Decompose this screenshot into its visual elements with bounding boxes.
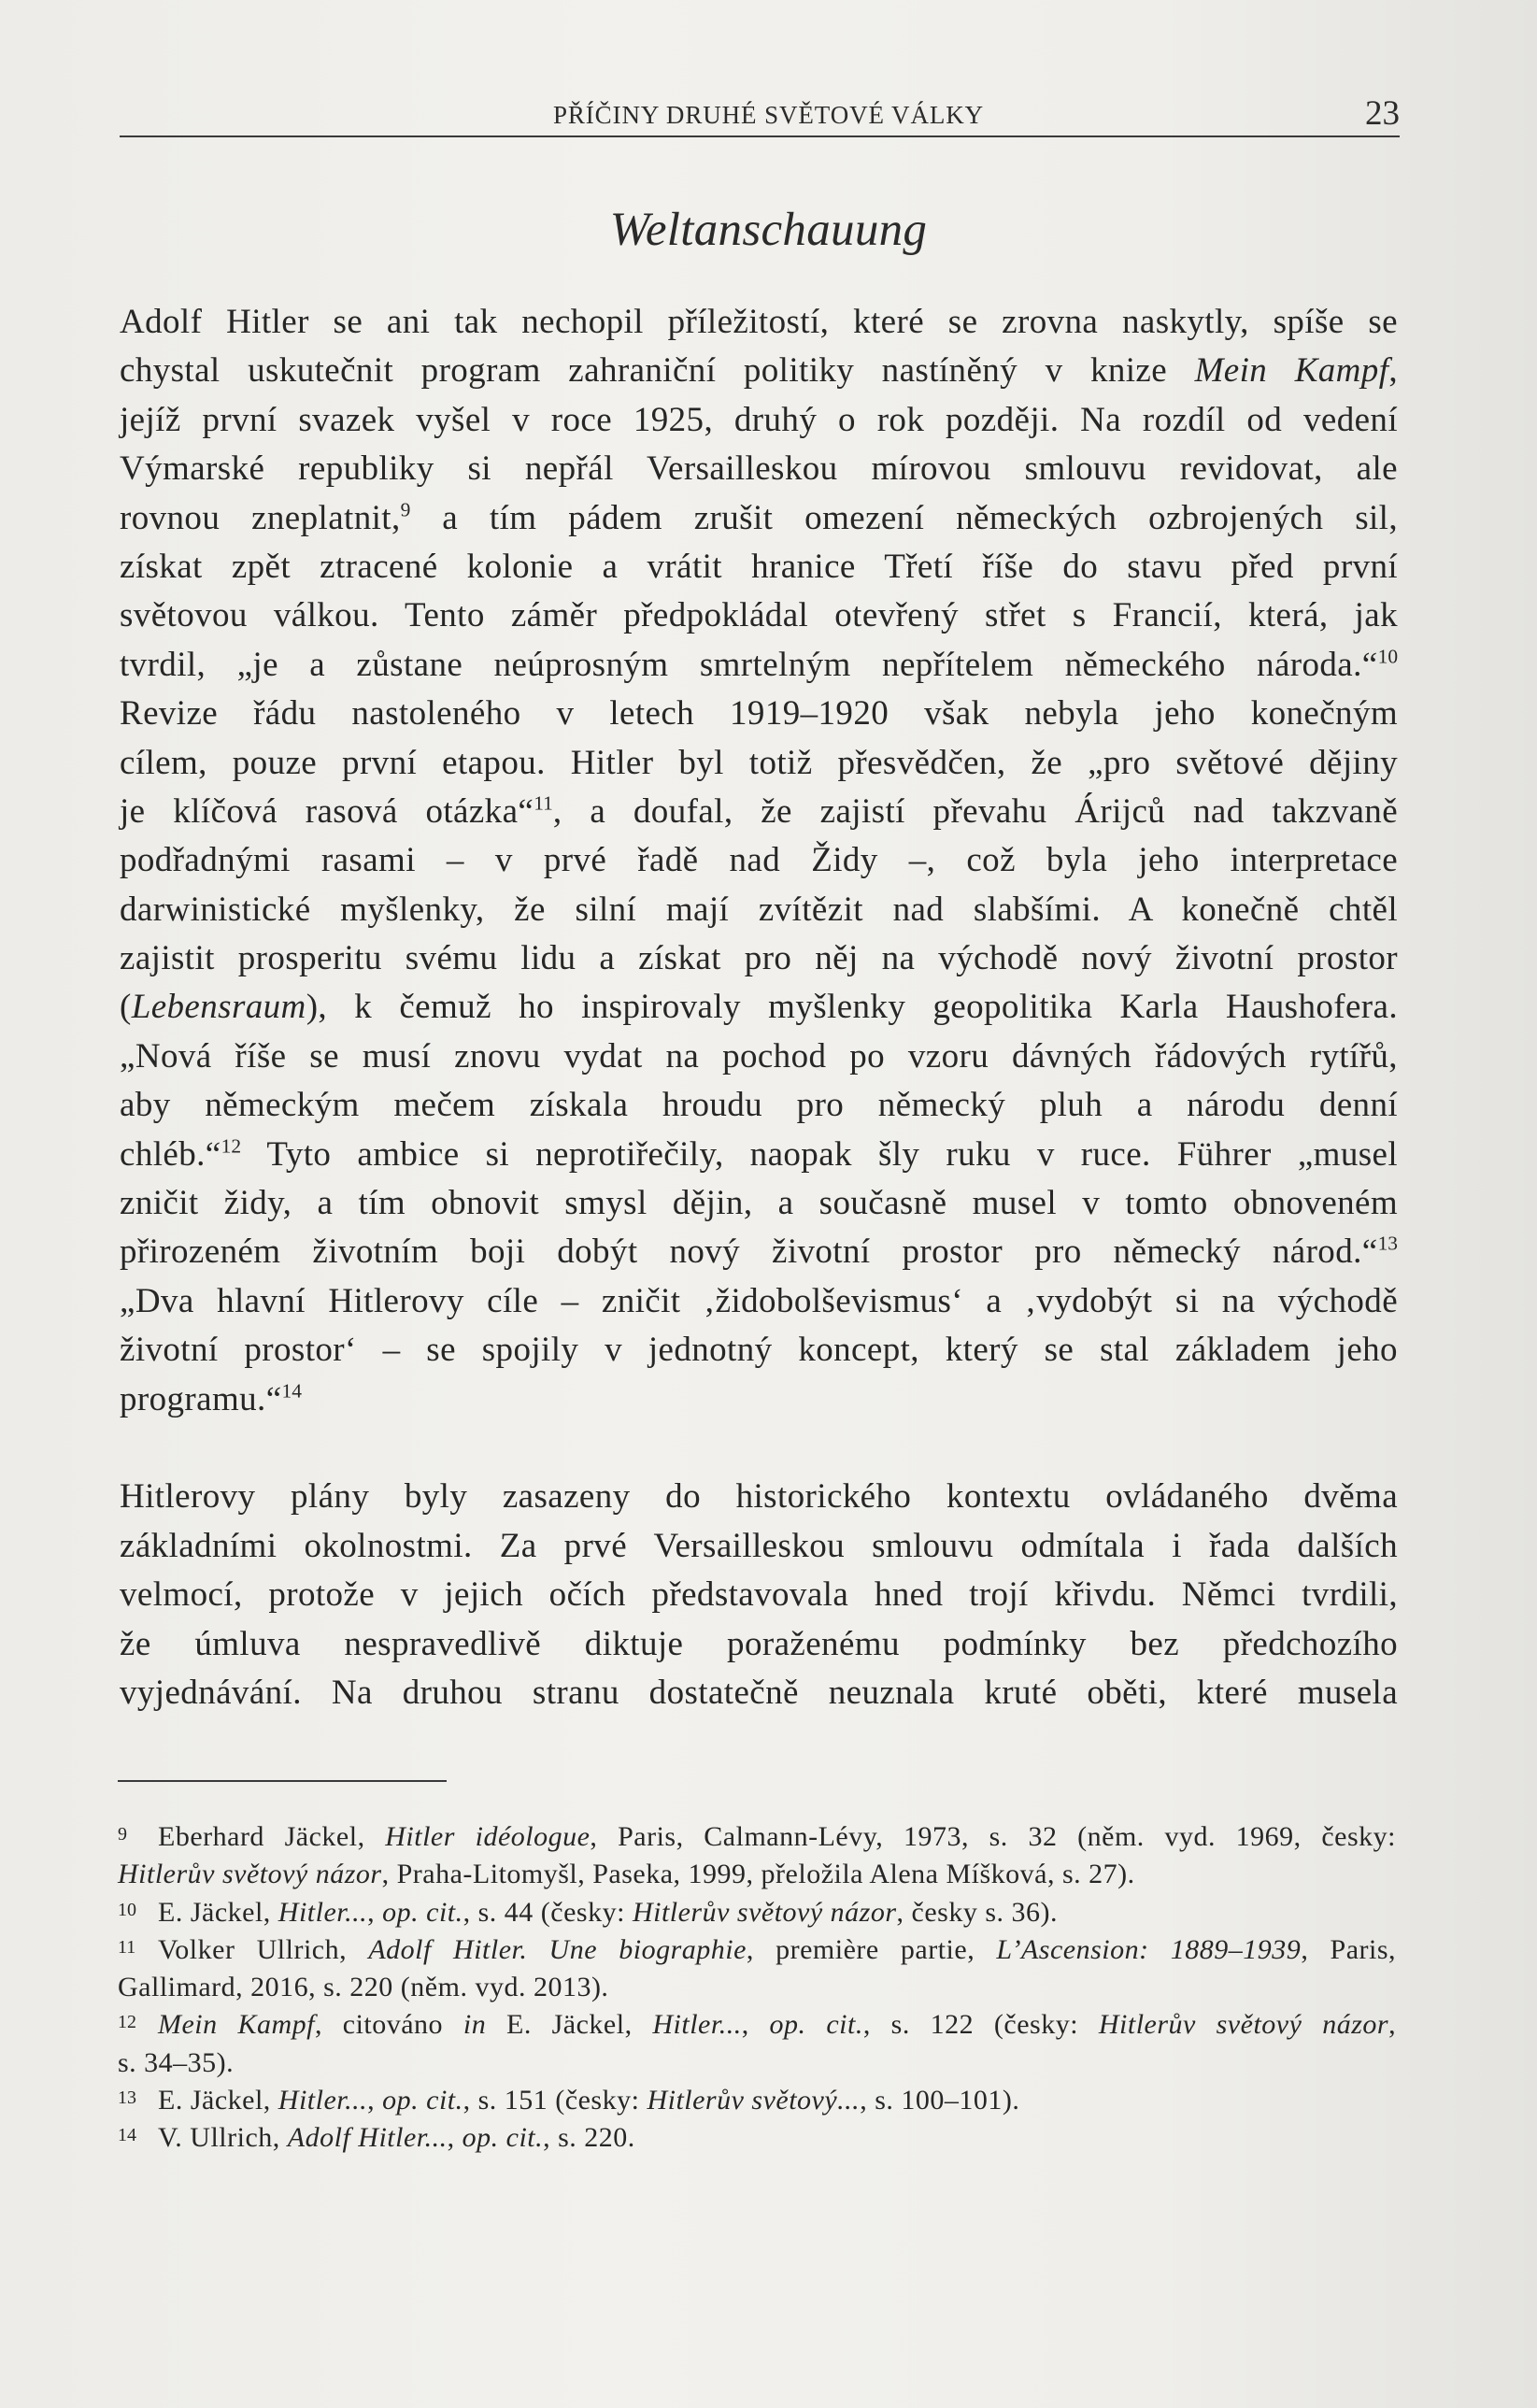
text-line-box <box>120 1277 1398 1326</box>
text-line-box <box>120 591 1398 640</box>
text-line-box <box>120 1375 1398 1424</box>
text-line-content <box>120 499 1398 537</box>
text-line-box <box>120 1131 1398 1179</box>
italic-text-run: in <box>463 2009 487 2041</box>
text-line-box <box>120 1571 1398 1619</box>
text-run: Gallimard, 2016, s. 220 (něm. vyd. 2013). <box>118 1972 609 2003</box>
footnote <box>118 1818 1396 1894</box>
section-title: Weltanschauung <box>609 204 928 256</box>
footnote-line-content <box>118 1859 1135 1889</box>
text-line-content <box>120 1135 1398 1174</box>
footnote-line-content <box>158 2122 635 2153</box>
text-run: „Dva hlavní Hitlerovy cíle – zničit ‚židobolševismus‘ a ‚vydobýt si na východě <box>120 1281 1399 1320</box>
running-header-title: PŘÍČINY DRUHÉ SVĚTOVÉ VÁLKY <box>552 101 985 129</box>
footnote-line-content <box>158 1934 1396 1965</box>
text-line-box <box>120 690 1398 738</box>
text-run: E. Jäckel, <box>158 1896 278 1928</box>
text-run: E. Jäckel, <box>158 2085 278 2116</box>
footnote-line-box <box>158 1894 1396 1931</box>
text-run: světovou válkou. Tento záměr předpokládal otevřený střet s Francií, která, jak <box>120 596 1399 635</box>
text-line <box>120 641 1398 690</box>
text-run: podřadnými rasami – v prvé řadě nad Židy –, což byla jeho interpretace <box>120 841 1399 880</box>
text-line <box>120 1277 1398 1326</box>
text-run: zajistit prosperitu svému lidu a získat pro něj na východě nový životní prostor <box>120 939 1399 978</box>
text-run: , s. 220. <box>543 2122 635 2154</box>
text-line-box <box>120 396 1398 445</box>
text-line <box>120 1326 1398 1375</box>
text-run: cílem, pouze první etapou. Hitler byl totiž přesvědčen, že „pro světové dějiny <box>120 743 1398 782</box>
text-line-box <box>120 836 1398 885</box>
text-run: vyjednávání. Na druhou stranu dostatečně neuznala kruté oběti, které musela <box>120 1673 1399 1712</box>
footnote <box>118 1894 1396 1931</box>
footnote <box>118 2006 1396 2082</box>
footnote-line-content <box>158 1821 1396 1852</box>
body-text <box>120 298 1398 1717</box>
footnote-line <box>118 1818 1396 1856</box>
footnote <box>118 2119 1396 2157</box>
text-line-box <box>120 1669 1398 1717</box>
text-run: , s. 151 (česky: <box>463 2085 648 2116</box>
header-rule <box>120 135 1400 137</box>
text-run: , <box>1388 2009 1397 2041</box>
text-line-content <box>120 646 1398 684</box>
text-line <box>120 983 1398 1032</box>
footnote-reference: 13 <box>1377 1232 1399 1256</box>
text-run: , <box>367 2085 383 2116</box>
italic-text-run: Hitler... <box>652 2009 742 2041</box>
text-run: životní prostor‘ – se spojily v jednotný koncept, který se stal základem jeho <box>120 1331 1398 1370</box>
text-line <box>120 690 1398 738</box>
text-line-box <box>120 494 1398 543</box>
italic-text-run: op. cit. <box>462 2122 544 2154</box>
text-line-content <box>120 841 1398 879</box>
text-line-content <box>120 744 1398 782</box>
text-line <box>120 1669 1398 1717</box>
footnote-line <box>118 1931 1396 1969</box>
italic-text-run: Adolf Hitler... <box>287 2122 448 2154</box>
italic-text-run: Lebensraum <box>131 988 306 1027</box>
text-run: , a doufal, že zajistí převahu Árijců nad takzvaně <box>552 791 1399 831</box>
text-run: rovnou zneplatnit, <box>120 498 401 537</box>
italic-text-run: L’Ascension: 1889–1939 <box>996 1933 1302 1965</box>
footnote-line-box <box>158 1931 1396 1969</box>
text-run: , česky s. 36). <box>896 1896 1059 1928</box>
text-line-box <box>120 1620 1398 1669</box>
text-run: základními okolnostmi. Za prvé Versailleskou smlouvu odmítala i řada dalších <box>120 1526 1398 1565</box>
text-run: Revize řádu nastoleného v letech 1919–1920 však nebyla jeho konečným <box>120 694 1399 734</box>
text-line-content <box>120 401 1398 439</box>
page-number: 23 <box>1365 94 1400 133</box>
text-line-box <box>120 543 1398 591</box>
text-line-content <box>120 939 1398 977</box>
footnote-line-box <box>158 2082 1396 2119</box>
text-run: zničit židy, a tím obnovit smysl dějin, a současně musel v tomto obnoveném <box>120 1184 1399 1223</box>
footnote-separator <box>118 1780 447 1782</box>
footnote-number: 11 <box>118 1936 136 1958</box>
text-line <box>120 1620 1398 1669</box>
text-run: že úmluva nespravedlivě diktuje poraženému podmínky bez předchozího <box>120 1624 1399 1663</box>
text-run: aby německým mečem získala hroudu pro německý pluh a národu denní <box>120 1086 1399 1125</box>
text-line-box <box>120 1522 1398 1571</box>
text-run: Tyto ambice si neprotiřečily, naopak šly ruku v ruce. Führer „musel <box>241 1134 1399 1174</box>
italic-text-run: Hitlerův světový... <box>647 2085 861 2116</box>
text-line-content <box>120 1575 1398 1614</box>
text-line-box <box>120 641 1398 690</box>
text-run: ( <box>120 988 132 1027</box>
text-line <box>120 1081 1398 1130</box>
text-line-content <box>120 351 1398 390</box>
text-line <box>120 934 1398 983</box>
footnote-line <box>118 1856 1396 1893</box>
text-run: , première partie, <box>746 1933 997 1965</box>
text-run: a tím pádem zrušit omezení německých ozbrojených sil, <box>410 498 1399 537</box>
text-line <box>120 445 1398 493</box>
footnote-number: 13 <box>118 2087 136 2109</box>
text-run: , Paris, Calmann-Lévy, 1973, s. 32 (něm. vyd. 1969, česky: <box>590 1821 1396 1852</box>
italic-text-run: op. cit. <box>382 1896 463 1928</box>
text-run: , s. 100–101). <box>860 2085 1020 2116</box>
footnote-reference: 10 <box>1377 645 1399 668</box>
text-run: , citováno <box>314 2009 463 2041</box>
text-line-content <box>120 548 1398 586</box>
footnote-number: 14 <box>118 2125 136 2146</box>
footnote-number: 10 <box>118 1899 136 1920</box>
paragraph <box>120 298 1398 1424</box>
text-run: , Praha-Litomyšl, Paseka, 1999, přeložila Alena Míšková, s. 27). <box>381 1859 1135 1890</box>
footnote <box>118 2082 1396 2119</box>
text-line-box <box>120 347 1398 395</box>
text-run: , <box>367 1896 383 1928</box>
italic-text-run: op. cit. <box>382 2085 463 2116</box>
text-line-content <box>120 449 1398 488</box>
footnote-line-content <box>118 1972 608 2002</box>
text-run: programu.“ <box>120 1379 282 1418</box>
text-run: , <box>447 2122 463 2154</box>
text-line-box <box>120 983 1398 1032</box>
footnote-line <box>118 2082 1396 2119</box>
text-run: E. Jäckel, <box>486 2009 653 2041</box>
text-line <box>120 1033 1398 1081</box>
text-run: velmocí, protože v jejich očích představovala hned trojí křivdu. Němci tvrdili, <box>120 1575 1399 1615</box>
text-run: Volker Ullrich, <box>158 1933 369 1965</box>
text-line <box>120 543 1398 591</box>
text-line <box>120 739 1398 788</box>
text-run: získat zpět ztracené kolonie a vrátit hranice Třetí říše do stavu před první <box>120 547 1399 586</box>
footnote-reference: 11 <box>534 791 553 815</box>
text-line <box>120 1179 1398 1228</box>
italic-text-run: Hitler idéologue <box>385 1821 591 1852</box>
footnote-reference: 12 <box>221 1134 242 1158</box>
text-line-content <box>120 988 1398 1026</box>
italic-text-run: Hitler... <box>278 1896 368 1928</box>
footnote-line-content <box>158 2085 1019 2116</box>
text-line-content <box>120 303 1398 341</box>
italic-text-run: Hitlerův světový názor <box>1098 2009 1389 2041</box>
text-run: , <box>741 2009 770 2041</box>
text-line-content <box>120 1331 1398 1369</box>
text-line <box>120 298 1398 347</box>
footnote-line-box <box>158 2006 1396 2044</box>
text-line <box>120 1131 1398 1179</box>
footnote <box>118 1931 1396 2007</box>
text-line-box <box>120 1179 1398 1228</box>
footnote-line <box>118 2006 1396 2044</box>
text-run: Hitlerovy plány byly zasazeny do historického kontextu ovládaného dvěma <box>120 1477 1399 1517</box>
text-run: Eberhard Jäckel, <box>158 1821 386 1852</box>
text-run: ), k čemuž ho inspirovaly myšlenky geopolitika Karla Haushofera. <box>306 988 1398 1027</box>
italic-text-run: Hitlerův světový názor <box>632 1896 897 1928</box>
text-run: přirozeném životním boji dobýt nový životní prostor pro německý národ.“ <box>120 1232 1378 1272</box>
text-run: darwinistické myšlenky, že silní mají zvítězit nad slabšími. A konečně chtěl <box>120 890 1399 929</box>
footnote-line-box <box>118 1969 1396 2006</box>
text-line-content <box>120 1232 1398 1271</box>
text-line <box>120 396 1398 445</box>
italic-text-run: op. cit. <box>769 2009 863 2041</box>
text-run: V. Ullrich, <box>158 2122 288 2154</box>
text-line-content <box>120 694 1398 733</box>
text-run: chléb.“ <box>120 1134 221 1174</box>
text-line <box>120 591 1398 640</box>
paragraph <box>120 1473 1398 1717</box>
italic-text-run: Hitler... <box>278 2085 368 2116</box>
text-line-box <box>120 1326 1398 1375</box>
text-line <box>120 886 1398 934</box>
text-line-box <box>120 739 1398 788</box>
text-run: s. 34–35). <box>118 2046 235 2078</box>
text-line <box>120 788 1398 836</box>
text-run: chystal uskutečnit program zahraniční politiky nastíněný v knize <box>120 351 1195 391</box>
footnote-line <box>118 1894 1396 1931</box>
text-line <box>120 1228 1398 1276</box>
text-line-content <box>120 1625 1398 1663</box>
text-run: , s. 44 (česky: <box>463 1896 633 1928</box>
text-line-box <box>120 445 1398 493</box>
footnote-line-box <box>158 1818 1396 1856</box>
footnote-line-content <box>118 2047 234 2078</box>
italic-text-run: Adolf Hitler. Une biographie <box>368 1933 747 1965</box>
text-line-box <box>120 1228 1398 1276</box>
text-line-content <box>120 1380 302 1418</box>
text-line-content <box>120 1086 1398 1124</box>
text-line-content <box>120 792 1398 831</box>
text-line-box <box>120 1081 1398 1130</box>
text-line-content <box>120 1477 1398 1516</box>
text-line <box>120 836 1398 885</box>
footnote-line <box>118 2045 1396 2082</box>
text-line-content <box>120 1674 1398 1712</box>
text-run: Adolf Hitler se ani tak nechopil příležitostí, které se zrovna naskytly, spíše se <box>120 303 1398 341</box>
text-run: , <box>1388 351 1399 391</box>
footnote-line-box <box>158 2119 1396 2157</box>
footnote-line <box>118 2119 1396 2157</box>
text-run: „Nová říše se musí znovu vydat na pochod po vzoru dávných řádových rytířů, <box>120 1036 1398 1076</box>
footnotes <box>118 1818 1396 2158</box>
text-line-content <box>120 1184 1398 1222</box>
text-line-content <box>120 1527 1398 1565</box>
footnote-line-box <box>118 1856 1396 1893</box>
text-line-content <box>120 1282 1398 1320</box>
footnote-number: 12 <box>118 2012 136 2033</box>
footnote-reference: 14 <box>281 1379 302 1403</box>
text-line-box <box>120 934 1398 983</box>
text-line-content <box>120 596 1398 634</box>
text-run: tvrdil, „je a zůstane neúprosným smrtelným nepřítelem německého národa.“ <box>120 645 1378 684</box>
text-run: , Paris, <box>1301 1933 1397 1965</box>
text-line-box <box>120 1033 1398 1081</box>
text-line <box>120 1473 1398 1521</box>
text-line <box>120 494 1398 543</box>
text-run: je klíčová rasová otázka“ <box>120 791 534 831</box>
text-line <box>120 347 1398 395</box>
text-line <box>120 1571 1398 1619</box>
text-run: , s. 122 (česky: <box>862 2009 1099 2041</box>
text-line-box <box>120 788 1398 836</box>
text-line <box>120 1522 1398 1571</box>
footnote-line-content <box>158 1897 1058 1928</box>
text-line-content <box>120 1037 1398 1076</box>
italic-text-run: Hitlerův světový názor <box>118 1859 382 1890</box>
footnote-number: 9 <box>118 1824 127 1845</box>
text-line-box <box>120 886 1398 934</box>
text-run: jejíž první svazek vyšel v roce 1925, druhý o rok později. Na rozdíl od vedení <box>120 400 1398 439</box>
footnote-line <box>118 1969 1396 2006</box>
text-run: Výmarské republiky si nepřál Versailleskou mírovou smlouvu revidovat, ale <box>120 449 1398 489</box>
text-line-box <box>120 1473 1398 1521</box>
text-line-box <box>120 298 1398 347</box>
italic-text-run: Mein Kampf <box>1194 351 1389 391</box>
italic-text-run: Mein Kampf <box>158 2009 315 2041</box>
footnote-reference: 9 <box>400 498 411 521</box>
footnote-line-box <box>118 2045 1396 2082</box>
footnote-line-content <box>158 2009 1396 2040</box>
text-line-content <box>120 891 1398 929</box>
text-line <box>120 1375 1398 1424</box>
